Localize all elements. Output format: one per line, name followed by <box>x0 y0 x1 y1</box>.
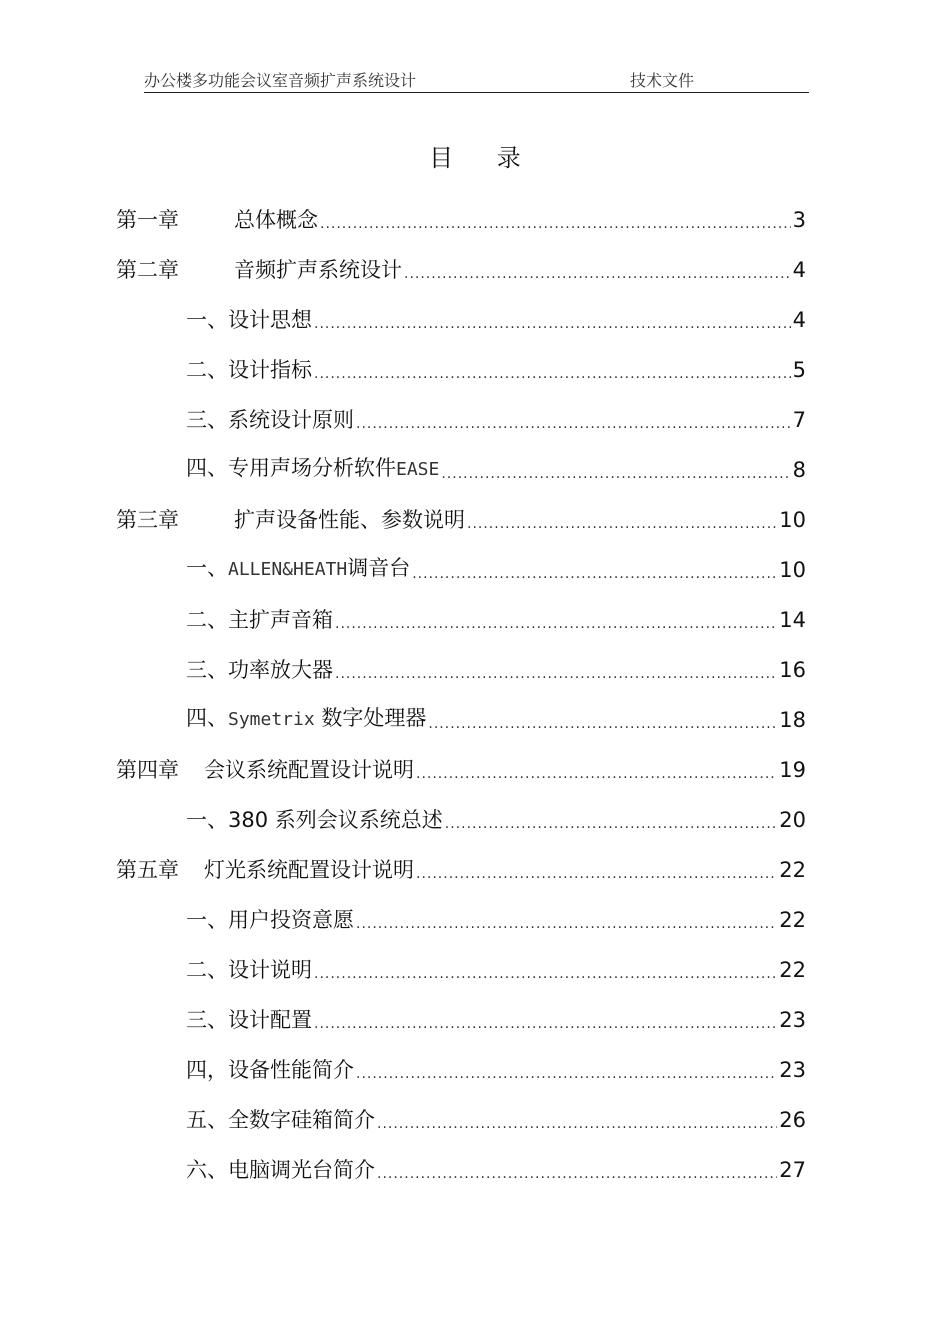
toc-entry-title: 四、专用声场分析软件 <box>186 456 396 480</box>
toc-page-number: 16 <box>779 658 806 682</box>
toc-page-number: 10 <box>779 508 806 532</box>
toc-page-number: 27 <box>779 1158 806 1182</box>
toc-entry-section[interactable] <box>186 1153 806 1187</box>
toc-page-number: 22 <box>779 908 806 932</box>
toc-entry-chapter-2[interactable] <box>116 253 806 287</box>
toc-page-number: 3 <box>792 208 806 232</box>
toc-chapter-label: 第二章 <box>116 258 179 282</box>
toc-entry-section[interactable] <box>186 303 806 337</box>
toc-entry-section[interactable] <box>186 1103 806 1137</box>
toc-leader-dots <box>377 1161 777 1187</box>
toc-entry-section[interactable] <box>186 703 806 737</box>
toc-leader-dots <box>467 511 777 537</box>
toc-entry-title: 总体概念 <box>234 208 318 232</box>
toc-leader-dots <box>377 1111 777 1137</box>
toc-entry-chapter-5[interactable] <box>116 853 806 887</box>
toc-entry-title: 三、设计配置 <box>186 1008 312 1032</box>
toc-entry-title: 一、380 系列会议系统总述 <box>186 808 443 832</box>
toc-leader-dots <box>416 761 777 787</box>
toc-entry-section[interactable] <box>186 453 806 487</box>
toc-leader-dots <box>412 561 777 587</box>
toc-page-number: 4 <box>792 258 806 282</box>
toc-entry-title: 五、全数字硅箱简介 <box>186 1108 375 1132</box>
toc-page-number: 18 <box>779 708 806 732</box>
toc-chapter-label: 第一章 <box>116 208 179 232</box>
toc-page-number: 22 <box>779 958 806 982</box>
toc-entry-title: 一、用户投资意愿 <box>186 908 354 932</box>
header-document-title: 办公楼多功能会议室音频扩声系统设计 <box>144 71 417 90</box>
toc-page-number: 14 <box>779 608 806 632</box>
toc-entry-latin-term: ALLEN&HEATH <box>228 559 348 580</box>
toc-page-number: 5 <box>792 358 806 382</box>
toc-page-number: 22 <box>779 858 806 882</box>
toc-entry-chapter-3[interactable] <box>116 503 806 537</box>
toc-leader-dots <box>335 611 777 637</box>
toc-entry-title: 二、设计说明 <box>186 958 312 982</box>
toc-entry-section[interactable] <box>186 1003 806 1037</box>
toc-chapter-label: 第四章 <box>116 758 179 782</box>
toc-entry-title: 二、设计指标 <box>186 358 312 382</box>
toc-entry-title: 二、主扩声音箱 <box>186 608 333 632</box>
toc-entry-latin-term: Symetrix <box>228 709 315 730</box>
toc-leader-dots <box>428 711 777 737</box>
toc-chapter-label: 第五章 <box>116 858 179 882</box>
toc-title: 目 录 <box>429 144 539 172</box>
toc-page-number: 4 <box>792 308 806 332</box>
toc-entry-section[interactable] <box>186 553 806 587</box>
toc-entry-section[interactable] <box>186 903 806 937</box>
toc-leader-dots <box>314 1011 777 1037</box>
toc-entry-title: 扩声设备性能、参数说明 <box>234 508 465 532</box>
toc-leader-dots <box>356 911 777 937</box>
toc-entry-title: 三、功率放大器 <box>186 658 333 682</box>
toc-page-number: 20 <box>779 808 806 832</box>
toc-leader-dots <box>404 261 791 287</box>
toc-entry-title: 四、 <box>186 706 228 730</box>
toc-leader-dots <box>356 411 791 437</box>
toc-chapter-label: 第三章 <box>116 508 179 532</box>
toc-entry-chapter-1[interactable] <box>116 203 806 237</box>
toc-page-number: 7 <box>792 408 806 432</box>
toc-entry-section[interactable] <box>186 953 806 987</box>
toc-page-number: 23 <box>779 1058 806 1082</box>
toc-page-number: 23 <box>779 1008 806 1032</box>
toc-entry-section[interactable] <box>186 1053 806 1087</box>
toc-leader-dots <box>314 311 791 337</box>
toc-leader-dots <box>314 361 791 387</box>
toc-entry-title-suffix: 数字处理器 <box>314 706 427 730</box>
toc-entry-section[interactable] <box>186 603 806 637</box>
toc-entry-title: 会议系统配置设计说明 <box>204 758 414 782</box>
toc-page-number: 8 <box>792 458 806 482</box>
toc-entry-title: 四，设备性能简介 <box>186 1058 354 1082</box>
toc-leader-dots <box>356 1061 777 1087</box>
toc-entry-title: 灯光系统配置设计说明 <box>204 858 414 882</box>
page-header <box>144 66 809 93</box>
toc-entry-section[interactable] <box>186 653 806 687</box>
toc-entry-section[interactable] <box>186 353 806 387</box>
toc-entry-section[interactable] <box>186 403 806 437</box>
toc-leader-dots <box>320 211 791 237</box>
toc-entry-title: 一、设计思想 <box>186 308 312 332</box>
toc-entry-title: 三、系统设计原则 <box>186 408 354 432</box>
toc-leader-dots <box>314 961 777 987</box>
toc-entry-latin-term: EASE <box>396 459 440 480</box>
toc-entry-title: 音频扩声系统设计 <box>234 258 402 282</box>
toc-leader-dots <box>445 811 778 837</box>
toc-page-number: 19 <box>779 758 806 782</box>
header-document-type: 技术文件 <box>630 71 695 90</box>
toc-leader-dots <box>441 461 790 487</box>
toc-entry-title-suffix: 调音台 <box>347 556 411 580</box>
toc-page-number: 10 <box>779 558 806 582</box>
toc-entry-section[interactable] <box>186 803 806 837</box>
toc-entry-title: 一、 <box>186 556 228 580</box>
toc-page-number: 26 <box>779 1108 806 1132</box>
toc-entry-title: 六、电脑调光台简介 <box>186 1158 375 1182</box>
toc-leader-dots <box>335 661 777 687</box>
toc-entry-chapter-4[interactable] <box>116 753 806 787</box>
toc-leader-dots <box>416 861 777 887</box>
